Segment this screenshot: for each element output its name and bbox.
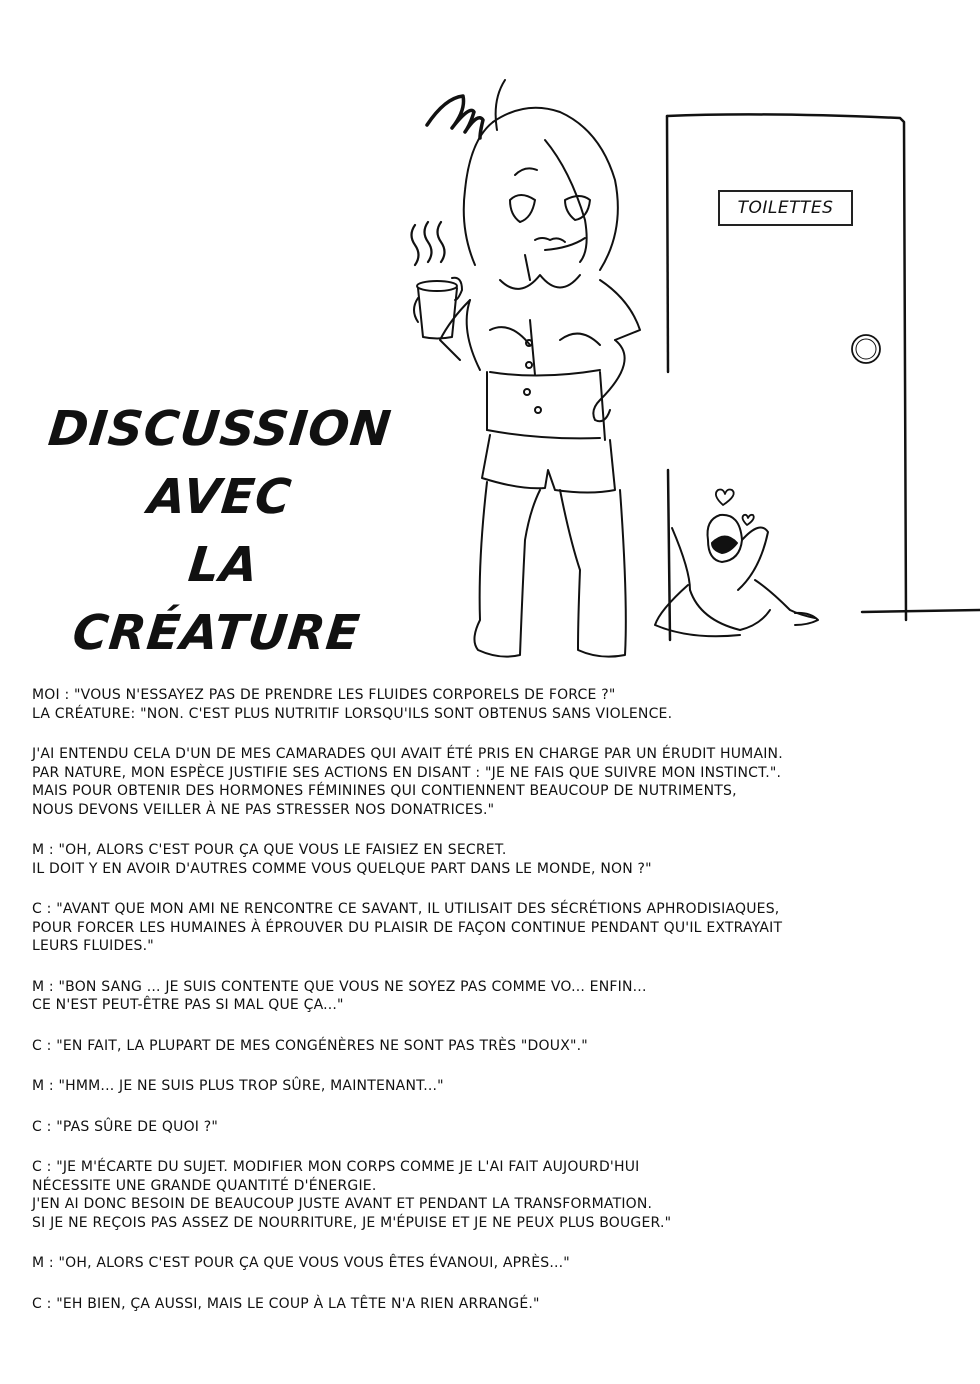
- dialogue-line: MAIS POUR OBTENIR DES HORMONES FÉMININES QUI CONTIENNENT BEAUCOUP DE NUTRIMENTS,: [32, 783, 737, 799]
- dialogue-line: J'AI ENTENDU CELA D'UN DE MES CAMARADES QUI AVAIT ÉTÉ PRIS EN CHARGE PAR UN ÉRUDIT HUMAIN.: [32, 746, 783, 762]
- page-title: [40, 395, 400, 667]
- dialogue-line: C : "PAS SÛRE DE QUOI ?": [32, 1118, 219, 1135]
- dialogue-line: C : "JE M'ÉCARTE DU SUJET. MODIFIER MON CORPS COMME JE L'AI FAIT AUJOURD'HUI: [32, 1159, 640, 1175]
- dialogue-paragraph: [32, 1254, 962, 1273]
- dialogue-paragraph: [32, 1037, 962, 1056]
- dialogue-line: SI JE NE REÇOIS PAS ASSEZ DE NOURRITURE, JE M'ÉPUISE ET JE NE PEUX PLUS BOUGER.": [32, 1214, 672, 1231]
- title-line: DISCUSSION: [45, 401, 395, 457]
- dialogue-line: C : "EN FAIT, LA PLUPART DE MES CONGÉNÈRES NE SONT PAS TRÈS "DOUX".": [32, 1037, 588, 1054]
- dialogue-line: J'EN AI DONC BESOIN DE BEAUCOUP JUSTE AVANT ET PENDANT LA TRANSFORMATION.: [32, 1196, 653, 1212]
- dialogue-line: M : "BON SANG ... JE SUIS CONTENTE QUE VOUS NE SOYEZ PAS COMME VO... ENFIN...: [32, 978, 647, 995]
- dialogue-line: NÉCESSITE UNE GRANDE QUANTITÉ D'ÉNERGIE.: [32, 1177, 377, 1194]
- dialogue-line: M : "OH, ALORS C'EST POUR ÇA QUE VOUS LE FAISIEZ EN SECRET.: [32, 842, 507, 858]
- dialogue-paragraph: [32, 1118, 962, 1137]
- title-line: LA CRÉATURE: [69, 537, 363, 661]
- dialogue-line: M : "HMM... JE NE SUIS PLUS TROP SÛRE, MAINTENANT...": [32, 1078, 444, 1094]
- dialogue-paragraph: [32, 1295, 962, 1314]
- dialogue-text: [32, 686, 962, 1335]
- dialogue-paragraph: [32, 978, 962, 1015]
- dialogue-line: LA CRÉATURE: "NON. C'EST PLUS NUTRITIF LORSQU'ILS SONT OBTENUS SANS VIOLENCE.: [32, 705, 673, 722]
- dialogue-line: MOI : "VOUS N'ESSAYEZ PAS DE PRENDRE LES FLUIDES CORPORELS DE FORCE ?": [32, 687, 616, 703]
- dialogue-paragraph: [32, 841, 962, 878]
- dialogue-line: C : "EH BIEN, ÇA AUSSI, MAIS LE COUP À LA TÊTE N'A RIEN ARRANGÉ.": [32, 1295, 540, 1312]
- dialogue-line: IL DOIT Y EN AVOIR D'AUTRES COMME VOUS QUELQUE PART DANS LE MONDE, NON ?": [32, 860, 652, 877]
- dialogue-paragraph: [32, 900, 962, 956]
- girl-character: [440, 80, 640, 657]
- door-sign: TOILETTES: [718, 190, 853, 226]
- dialogue-line: LEURS FLUIDES.": [32, 938, 154, 954]
- dialogue-paragraph: [32, 745, 962, 819]
- doorknob-icon: [852, 335, 880, 363]
- coffee-cup: [414, 278, 462, 339]
- dialogue-line: M : "OH, ALORS C'EST POUR ÇA QUE VOUS VOUS ÊTES ÉVANOUI, APRÈS...": [32, 1255, 570, 1271]
- dialogue-paragraph: [32, 1077, 962, 1096]
- dialogue-line: CE N'EST PEUT-ÊTRE PAS SI MAL QUE ÇA...": [32, 997, 344, 1013]
- dialogue-line: NOUS DEVONS VEILLER À NE PAS STRESSER NOS DONATRICES.": [32, 801, 495, 818]
- dialogue-line: C : "AVANT QUE MON AMI NE RENCONTRE CE SAVANT, IL UTILISAIT DES SÉCRÉTIONS APHRODISIAQUES,: [32, 901, 780, 917]
- dialogue-line: PAR NATURE, MON ESPÈCE JUSTIFIE SES ACTIONS EN DISANT : "JE NE FAIS QUE SUIVRE MON INSTINCT.".: [32, 764, 782, 781]
- dialogue-paragraph: [32, 686, 962, 723]
- dialogue-paragraph: [32, 1158, 962, 1232]
- dialogue-line: POUR FORCER LES HUMAINES À ÉPROUVER DU PLAISIR DE FAÇON CONTINUE PENDANT QU'IL EXTRAYAIT: [32, 919, 783, 936]
- creature-character: [655, 515, 818, 636]
- annoyed-squiggle-icon: [427, 96, 483, 138]
- steam-icon: [412, 222, 445, 265]
- title-line: AVEC: [145, 469, 295, 525]
